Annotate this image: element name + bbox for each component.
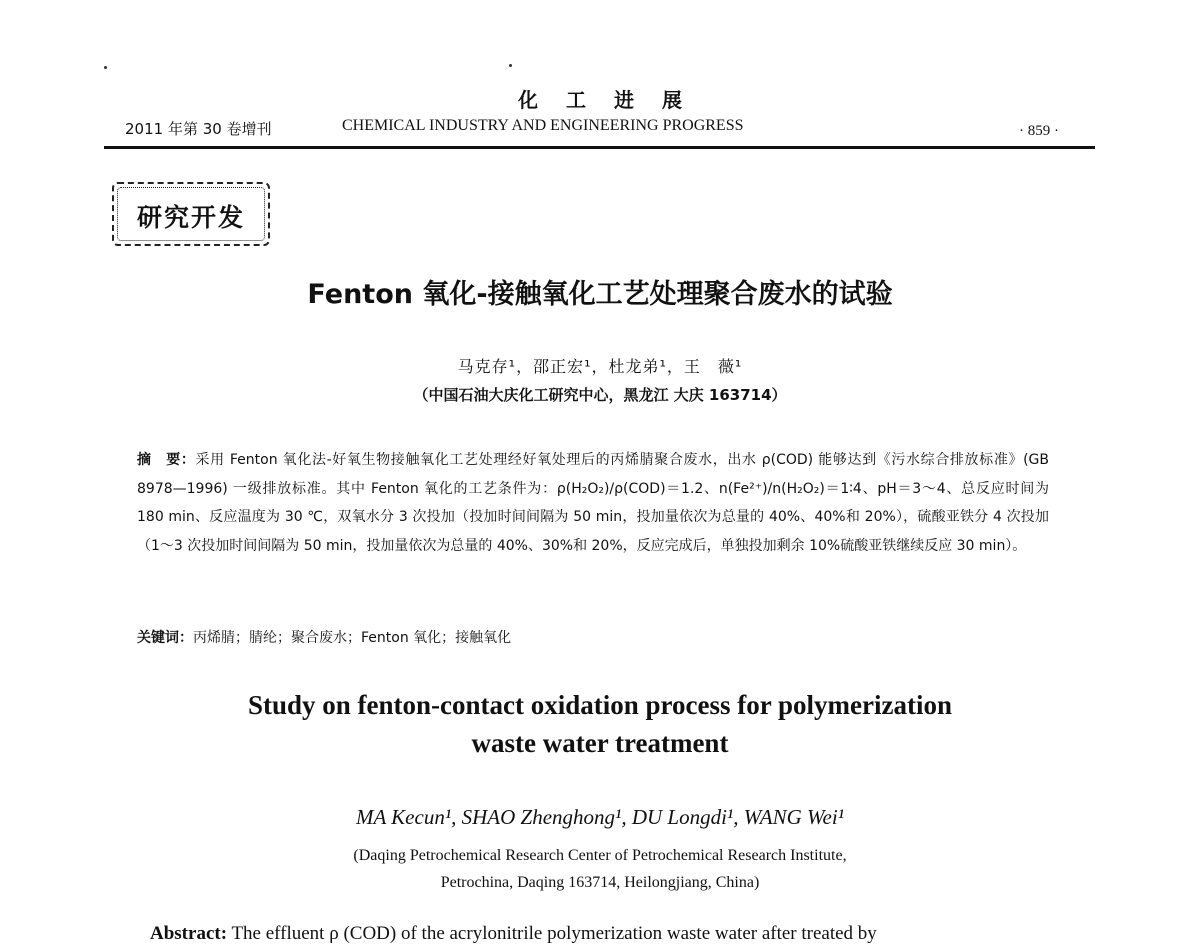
authors-cn: 马克存¹，邵正宏¹，杜龙弟¹，王 薇¹: [457, 357, 743, 376]
scan-speck: [509, 64, 512, 67]
issue-info: 2011 年第 30 卷增刊: [125, 120, 272, 138]
paper-title-en-line1: Study on fenton-contact oxidation process for polymerization: [248, 690, 952, 720]
affiliation-en: [0, 842, 1200, 896]
affiliation-cn: （中国石油大庆化工研究中心，黑龙江 大庆 163714）: [413, 386, 787, 404]
keywords-cn: [137, 627, 1049, 647]
header-rule: [104, 146, 1095, 149]
keywords-cn-label: 关键词：: [137, 630, 193, 646]
scan-speck: [104, 66, 107, 69]
section-label: 研究开发: [136, 203, 245, 232]
abstract-en-label: Abstract:: [150, 923, 228, 944]
section-badge: [112, 182, 270, 246]
abstract-cn-text: 采用 Fenton 氧化法-好氧生物接触氧化工艺处理经好氧处理后的丙烯腈聚合废水，出水 ρ(COD) 能够达到《污水综合排放标准》(GB 8978—1996) 一级排放标准。其中 Fenton 氧化的工艺条件为：ρ(H₂O₂)/ρ(COD)＝1.2、n(Fe²⁺)/n(H₂O₂)＝1∶4、pH＝3～4、总反应时间为 180 min、反应温度为 30 ℃，双氧水分 3 次投加（投加时间间隔为 50 min，投加量依次为总量的 40%、40%和 20%），硫酸亚铁分 4 次投加（1～3 次投加时间间隔为 50 min，投加量依次为总量的 40%、30%和 20%，反应完成后，单独投加剩余 10%硫酸亚铁继续反应 30 min）。: [137, 452, 1050, 554]
paper-title-en-line2: waste water treatment: [471, 728, 729, 758]
paper-title-cn: Fenton 氧化-接触氧化工艺处理聚合废水的试验: [307, 279, 893, 310]
abstract-en-text: The effluent ρ (COD) of the acrylonitrile polymerization waste water after treated by: [227, 923, 877, 944]
abstract-en: [150, 923, 1050, 945]
abstract-cn-label: 摘 要：: [137, 452, 196, 468]
keywords-cn-text: 丙烯腈；腈纶；聚合废水；Fenton 氧化；接触氧化: [193, 630, 512, 646]
abstract-cn: [137, 446, 1049, 560]
journal-title-cn: 化工进展: [518, 88, 710, 112]
paper-title-en: [0, 686, 1200, 762]
affiliation-en-line1: (Daqing Petrochemical Research Center of Petrochemical Research Institute,: [353, 847, 847, 864]
journal-title-en: CHEMICAL INDUSTRY AND ENGINEERING PROGRESS: [342, 117, 744, 134]
affiliation-en-line2: Petrochina, Daqing 163714, Heilongjiang, China): [440, 874, 760, 891]
page-number: · 859 ·: [1019, 123, 1059, 139]
authors-en: MA Kecun¹, SHAO Zhenghong¹, DU Longdi¹, WANG Wei¹: [355, 805, 845, 829]
